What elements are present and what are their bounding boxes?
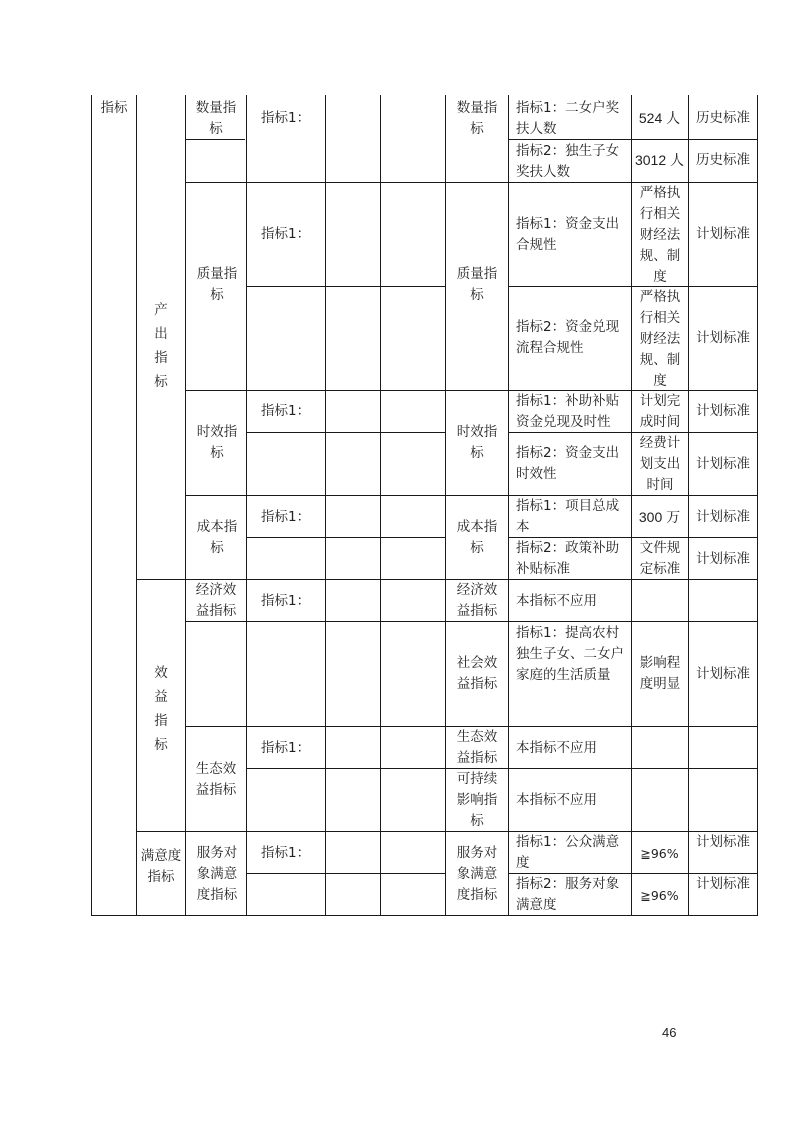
social-value: 影响程度明显 — [639, 655, 681, 692]
quality-item-2-name: 指标2：资金兑现流程合规性 — [516, 319, 620, 356]
timeliness-item-1-value: 计划完成时间 — [639, 393, 681, 430]
economic-name: 本指标不应用 — [516, 593, 597, 609]
social-name: 指标1：提高农村独生子女、二女户家庭的生活质量 — [516, 625, 624, 683]
left-indicator-quality: 指标1： — [261, 226, 311, 242]
quality-item-1-name: 指标1：资金支出合规性 — [516, 216, 620, 253]
quantity-item-1-standard: 历史标准 — [696, 110, 750, 126]
cost-item-1-name: 指标1：项目总成本 — [516, 498, 620, 535]
section-satisfaction: 满意度指标 — [140, 848, 182, 885]
sub-right-ecological: 生态效益指标 — [456, 729, 498, 766]
sub-right-service: 服务对象满意度指标 — [456, 845, 498, 903]
sub-right-quality: 质量指标 — [456, 266, 498, 303]
service-item-2-name: 指标2：服务对象满意度 — [516, 876, 620, 913]
quantity-item-2-name: 指标2：独生子女奖扶人数 — [516, 143, 620, 180]
left-indicator-quantity: 指标1： — [261, 110, 311, 126]
cost-item-2-standard: 计划标准 — [696, 551, 750, 567]
service-item-1-name: 指标1：公众满意度 — [516, 834, 620, 871]
quality-item-2-value: 严格执行相关财经法规、制度 — [639, 289, 681, 389]
timeliness-item-2-value: 经费计划支出时间 — [639, 435, 681, 493]
quality-item-1-value: 严格执行相关财经法规、制度 — [639, 185, 681, 285]
quantity-item-1-name: 指标1：二女户奖扶人数 — [516, 100, 620, 137]
sub-economic: 经济效益指标 — [195, 582, 237, 619]
quantity-item-2-value: 3012 人 — [634, 152, 685, 168]
quantity-item-2-standard: 历史标准 — [696, 152, 750, 168]
ecological-name: 本指标不应用 — [516, 740, 597, 756]
service-item-2-value: ≧96% — [640, 888, 679, 903]
cost-item-1-value: 300 万 — [638, 509, 681, 525]
left-indicator-economic: 指标1： — [261, 593, 311, 609]
sub-right-sustainable: 可持续影响指标 — [456, 771, 498, 829]
sub-service: 服务对象满意度指标 — [196, 845, 238, 903]
cost-item-2-name: 指标2：政策补助补贴标准 — [516, 540, 620, 577]
sub-right-timeliness: 时效指标 — [456, 424, 498, 461]
section-output: 产出指标 — [154, 302, 168, 390]
quality-item-2-standard: 计划标准 — [696, 330, 750, 346]
cost-item-2-value: 文件规定标准 — [639, 540, 681, 577]
sub-right-economic: 经济效益指标 — [456, 582, 498, 619]
left-indicator-cost: 指标1： — [261, 509, 311, 525]
quality-item-1-standard: 计划标准 — [696, 226, 750, 242]
timeliness-item-2-standard: 计划标准 — [696, 456, 750, 472]
timeliness-item-1-standard: 计划标准 — [696, 403, 750, 419]
sub-ecological: 生态效益指标 — [195, 761, 237, 798]
left-indicator-service: 指标1： — [261, 845, 311, 861]
quantity-item-1-value: 524 人 — [638, 110, 681, 126]
sub-right-quantity: 数量指标 — [456, 100, 498, 137]
category-label: 指标 — [100, 100, 128, 116]
sub-quantity: 数量指标 — [195, 100, 237, 137]
left-indicator-ecological: 指标1： — [261, 740, 311, 756]
cost-item-1-standard: 计划标准 — [696, 509, 750, 525]
left-indicator-timeliness: 指标1： — [261, 403, 311, 419]
sub-cost: 成本指标 — [196, 519, 238, 556]
sub-timeliness: 时效指标 — [196, 424, 238, 461]
timeliness-item-2-name: 指标2：资金支出时效性 — [516, 445, 620, 482]
sustainable-name: 本指标不应用 — [516, 792, 597, 808]
service-item-1-value: ≧96% — [640, 846, 679, 861]
service-item-2-standard: 计划标准 — [696, 876, 750, 892]
sub-right-social: 社会效益指标 — [456, 655, 498, 692]
section-benefit: 效益指标 — [154, 665, 168, 753]
page-number: 46 — [662, 1025, 677, 1040]
timeliness-item-1-name: 指标1：补助补贴资金兑现及时性 — [516, 393, 620, 430]
service-item-1-standard: 计划标准 — [696, 834, 750, 850]
sub-right-cost: 成本指标 — [456, 519, 498, 556]
sub-quality: 质量指标 — [196, 266, 238, 303]
social-standard: 计划标准 — [696, 666, 750, 682]
